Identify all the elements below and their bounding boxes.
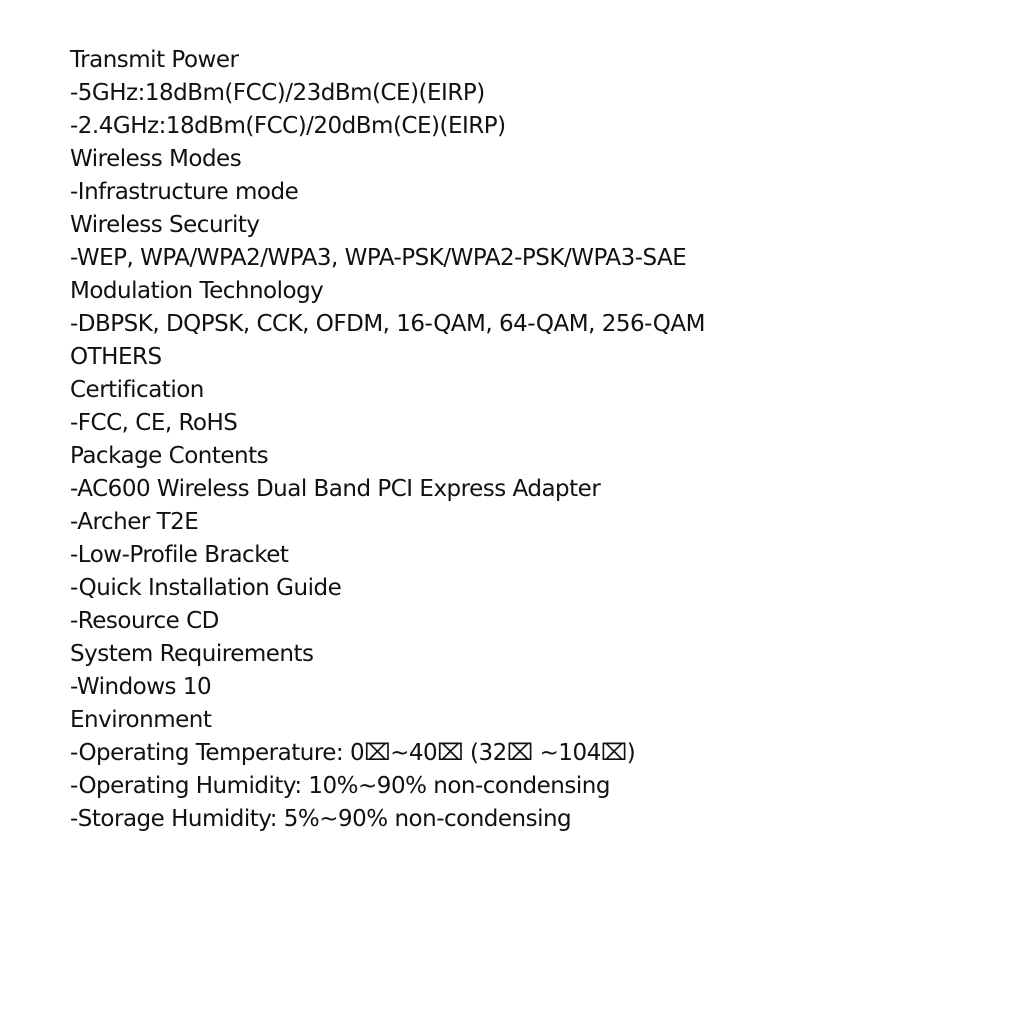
spec-item-storage-humidity: -Storage Humidity: 5%~90% non-condensing [70, 806, 572, 832]
spec-item-windows-10: -Windows 10 [70, 674, 212, 700]
section-heading-certification: Certification [70, 377, 204, 403]
spec-item-infrastructure-mode: -Infrastructure mode [70, 179, 299, 205]
spec-item-low-profile-bracket: -Low-Profile Bracket [70, 542, 289, 568]
section-heading-package-contents: Package Contents [70, 443, 269, 469]
spec-item-24ghz-power: -2.4GHz:18dBm(FCC)/20dBm(CE)(EIRP) [70, 113, 506, 139]
spec-item-quick-installation-guide: -Quick Installation Guide [70, 575, 342, 601]
spec-item-security-protocols: -WEP, WPA/WPA2/WPA3, WPA-PSK/WPA2-PSK/WPA3-SAE [70, 245, 687, 271]
section-heading-wireless-security: Wireless Security [70, 212, 260, 238]
section-heading-others: OTHERS [70, 344, 162, 370]
spec-item-certifications: -FCC, CE, RoHS [70, 410, 238, 436]
spec-item-modulation-types: -DBPSK, DQPSK, CCK, OFDM, 16-QAM, 64-QAM, 256-QAM [70, 311, 705, 337]
spec-item-resource-cd: -Resource CD [70, 608, 219, 634]
section-heading-modulation-technology: Modulation Technology [70, 278, 324, 304]
section-heading-wireless-modes: Wireless Modes [70, 146, 242, 172]
spec-item-archer-t2e: -Archer T2E [70, 509, 199, 535]
spec-item-operating-humidity: -Operating Humidity: 10%~90% non-condensing [70, 773, 610, 799]
section-heading-environment: Environment [70, 707, 212, 733]
spec-sheet [70, 44, 970, 836]
spec-item-adapter: -AC600 Wireless Dual Band PCI Express Adapter [70, 476, 601, 502]
section-heading-system-requirements: System Requirements [70, 641, 314, 667]
spec-item-5ghz-power: -5GHz:18dBm(FCC)/23dBm(CE)(EIRP) [70, 80, 485, 106]
spec-item-operating-temperature: -Operating Temperature: 0⌧~40⌧ (32⌧ ~104⌧) [70, 740, 636, 766]
section-heading-transmit-power: Transmit Power [70, 47, 239, 73]
